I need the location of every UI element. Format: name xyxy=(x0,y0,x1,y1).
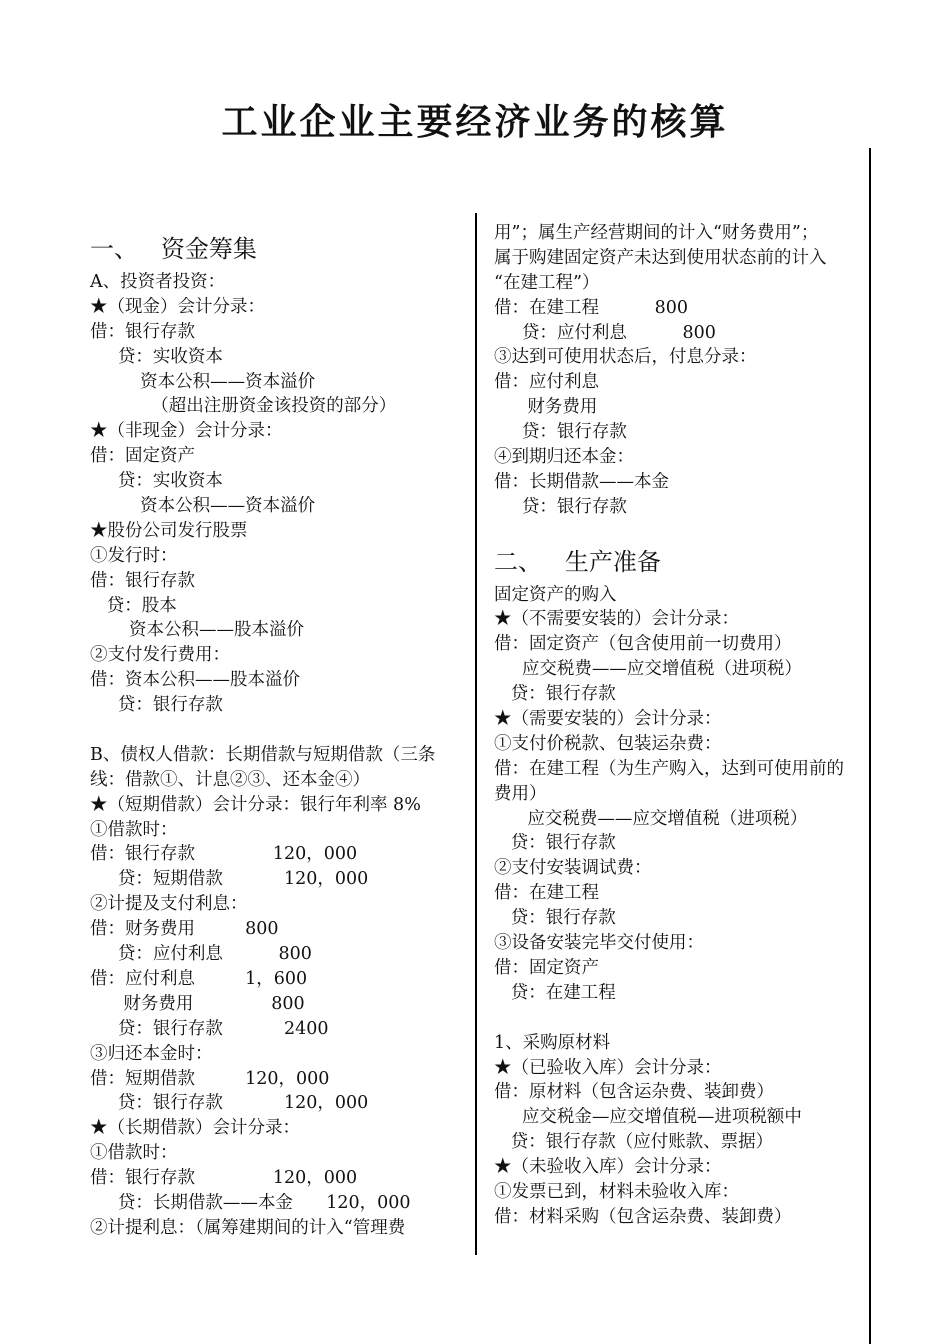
right-margin-rule xyxy=(869,148,871,1344)
text-line: 借：长期借款——本金 xyxy=(494,471,669,492)
right-column xyxy=(494,221,862,1230)
text-line: 借：固定资产（包含使用前一切费用） xyxy=(494,634,792,655)
text-line: 借：资本公积——股本溢价 xyxy=(90,670,300,691)
text-line: 借：在建工程（为生产购入，达到可使用前的 xyxy=(494,758,844,779)
text-line: ★（需要安装的）会计分录： xyxy=(494,709,722,730)
text-line: ③设备安装完毕交付使用： xyxy=(494,933,704,954)
text-line: 属于购建固定资产未达到使用状态前的计入 xyxy=(494,247,827,268)
text-line: ①发行时： xyxy=(90,545,178,566)
text-line: B、债权人借款：长期借款与短期借款（三条 xyxy=(90,744,436,765)
text-line: 1、采购原材料 xyxy=(494,1032,611,1053)
text-line: 借：银行存款 xyxy=(90,570,195,591)
text-line: 贷：银行存款 xyxy=(90,695,223,716)
text-line: 借：固定资产 xyxy=(494,957,599,978)
text-line: 应交税金—应交增值税—进项税额中 xyxy=(494,1107,802,1128)
text-line: 贷：实收资本 xyxy=(90,471,223,492)
text-line: 贷：银行存款 xyxy=(494,422,627,443)
text-line: 固定资产的购入 xyxy=(494,584,617,605)
text-line: ★（未验收入库）会计分录： xyxy=(494,1157,722,1178)
text-line: ★（已验收入库）会计分录： xyxy=(494,1057,722,1078)
text-line: ①发票已到，材料未验收入库： xyxy=(494,1181,739,1202)
section-heading: 一、 资金筹集 xyxy=(90,235,257,263)
text-line: A、投资者投资： xyxy=(90,272,226,292)
column-divider xyxy=(475,213,477,1255)
text-line: ①借款时： xyxy=(90,819,178,840)
text-line: 贷：股本 xyxy=(90,595,177,616)
text-line: 贷：实收资本 xyxy=(90,346,223,367)
text-line: 贷：短期借款 120，000 xyxy=(90,869,369,890)
text-line: 贷：银行存款 xyxy=(494,833,616,854)
text-line: 费用） xyxy=(494,783,547,804)
text-line: ★（非现金）会计分录： xyxy=(90,421,283,442)
text-line: 资本公积——资本溢价 xyxy=(90,371,316,392)
text-line: ④到期归还本金： xyxy=(494,447,634,468)
text-line: 应交税费——应交增值税（进项税） xyxy=(494,808,808,829)
text-line: 借：材料采购（包含运杂费、装卸费） xyxy=(494,1206,792,1227)
section-heading: 二、 生产准备 xyxy=(494,547,661,576)
text-line: 贷：银行存款（应付账款、票据） xyxy=(494,1132,774,1153)
left-column xyxy=(90,232,468,1241)
text-line: 贷：在建工程 xyxy=(494,982,616,1003)
text-line: “在建工程”） xyxy=(494,272,600,293)
text-line: ②计提利息：（属筹建期间的计入“管理费 xyxy=(90,1217,406,1238)
text-line: ★（短期借款）会计分录：银行年利率 8% xyxy=(90,794,421,815)
text-line: ①支付价税款、包装运杂费： xyxy=(494,733,722,754)
text-line: 贷：应付利息 800 xyxy=(90,944,312,965)
text-line: 借：短期借款 120，000 xyxy=(90,1068,330,1089)
blank-line xyxy=(494,1006,862,1031)
text-line: 贷：长期借款——本金 120，000 xyxy=(90,1192,411,1213)
text-line: 贷：银行存款 2400 xyxy=(90,1018,329,1039)
text-line: ★（长期借款）会计分录： xyxy=(90,1118,300,1139)
text-line: 借：应付利息 xyxy=(494,372,599,393)
text-line: ②计提及支付利息： xyxy=(90,894,248,915)
blank-line xyxy=(494,520,862,545)
text-line: 借：银行存款 120，000 xyxy=(90,1168,358,1189)
blank-line xyxy=(90,718,468,743)
text-line: 用”；属生产经营期间的计入“财务费用”； xyxy=(494,223,819,243)
text-line: 借：银行存款 xyxy=(90,321,195,342)
page-title: 工业企业主要经济业务的核算 xyxy=(221,101,729,143)
text-line: 贷：银行存款 xyxy=(494,908,616,929)
text-line: 贷：应付利息 800 xyxy=(494,322,716,343)
text-line: 资本公积——资本溢价 xyxy=(90,496,316,517)
text-line: 借：财务费用 800 xyxy=(90,919,279,940)
text-line: 借：原材料（包含运杂费、装卸费） xyxy=(494,1082,774,1103)
text-line: 贷：银行存款 xyxy=(494,684,616,705)
text-line: ①借款时： xyxy=(90,1143,178,1164)
text-line: ③达到可使用状态后，付息分录： xyxy=(494,347,757,368)
text-line: 财务费用 800 xyxy=(90,993,305,1014)
text-line: ★股份公司发行股票 xyxy=(90,520,248,541)
text-line: 借：在建工程 800 xyxy=(494,297,689,318)
text-line: ★（现金）会计分录： xyxy=(90,296,265,317)
text-line: ②支付发行费用： xyxy=(90,645,230,666)
text-line: （超出注册资金该投资的部分） xyxy=(90,396,397,417)
text-line: ②支付安装调试费： xyxy=(494,858,652,879)
text-line: 借：在建工程 xyxy=(494,883,599,904)
text-line: 财务费用 xyxy=(494,397,598,418)
text-line: ③归还本金时： xyxy=(90,1043,213,1064)
text-line: 贷：银行存款 120，000 xyxy=(90,1093,369,1114)
text-line: 线：借款①、计息②③、还本金④） xyxy=(90,769,370,790)
text-line: 资本公积——股本溢价 xyxy=(90,620,304,641)
text-line: 借：固定资产 xyxy=(90,446,195,467)
text-line: 借：应付利息 1，600 xyxy=(90,968,308,989)
text-line: 应交税费——应交增值税（进项税） xyxy=(494,659,802,680)
text-line: 借：银行存款 120，000 xyxy=(90,844,358,865)
text-line: 贷：银行存款 xyxy=(494,496,627,517)
text-line: ★（不需要安装的）会计分录： xyxy=(494,609,739,630)
